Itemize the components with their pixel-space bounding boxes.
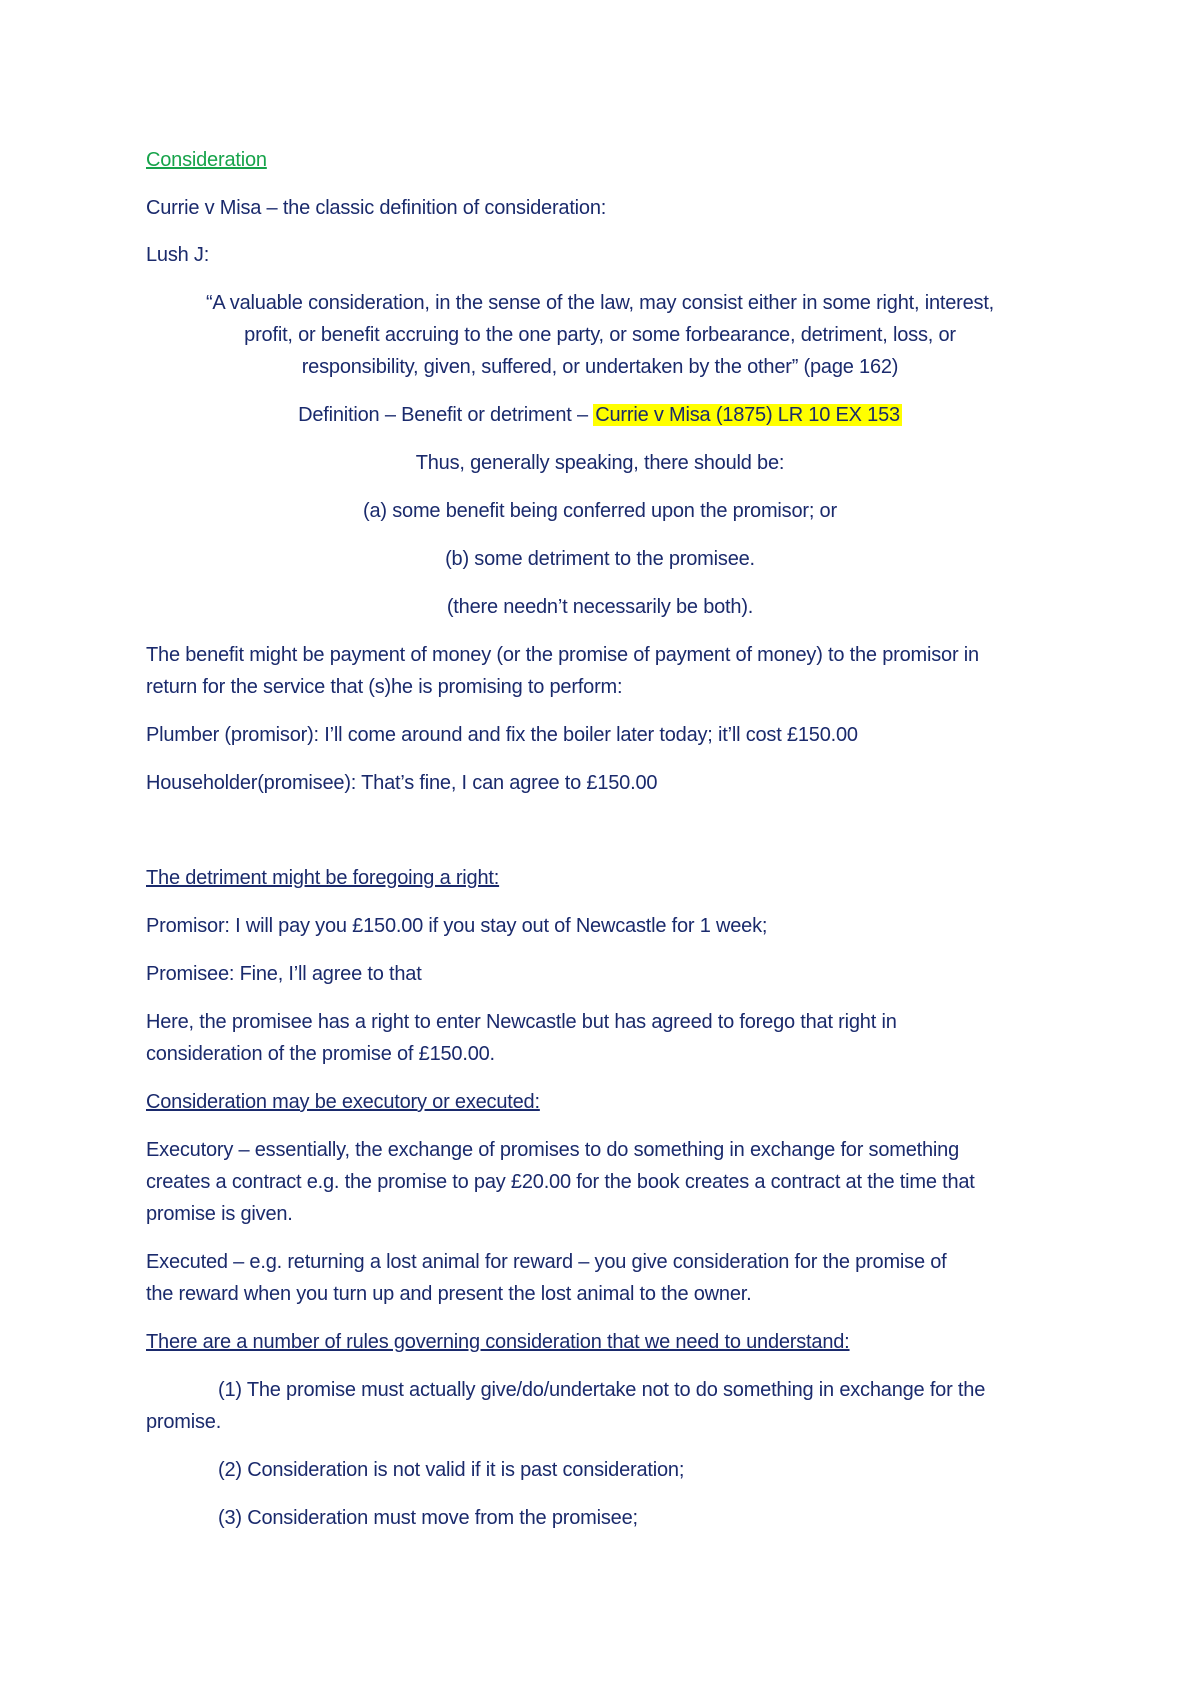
executory-line-2: creates a contract e.g. the promise to pay £20.00 for the book creates a contract at the time that (146, 1171, 975, 1193)
plumber-line: Plumber (promisor): I’ll come around and fix the boiler later today; it’ll cost £150.00 (146, 724, 858, 746)
rule-3: (3) Consideration must move from the promisee; (218, 1507, 638, 1529)
promisor-line: Promisor: I will pay you £150.00 if you stay out of Newcastle for 1 week; (146, 915, 768, 937)
rules-heading: There are a number of rules governing consideration that we need to understand: (146, 1331, 850, 1353)
quote-line-2: profit, or benefit accruing to the one party, or some forbearance, detriment, loss, or (244, 324, 956, 346)
intro-line: Currie v Misa – the classic definition of consideration: (146, 197, 607, 219)
benefit-line-1: The benefit might be payment of money (or the promise of payment of money) to the promisor in (146, 644, 979, 666)
detriment-heading: The detriment might be foregoing a right: (146, 867, 500, 889)
exec-heading: Consideration may be executory or executed: (146, 1091, 540, 1113)
executed-line-1: Executed – e.g. returning a lost animal for reward – you give consideration for the promise of (146, 1251, 947, 1273)
benefit-line-2: return for the service that (s)he is promising to perform: (146, 676, 623, 698)
promisee-line: Promisee: Fine, I’ll agree to that (146, 963, 422, 985)
executory-line-1: Executory – essentially, the exchange of promises to do something in exchange for something (146, 1139, 960, 1161)
quote-line-1: “A valuable consideration, in the sense of the law, may consist either in some right, interest, (205, 292, 995, 314)
here-line-1: Here, the promisee has a right to enter Newcastle but has agreed to forego that right in (146, 1011, 897, 1033)
quote-line-3: responsibility, given, suffered, or undertaken by the other” (page 162) (301, 356, 899, 378)
here-line-2: consideration of the promise of £150.00. (146, 1043, 495, 1065)
case-citation-highlight: Currie v Misa (1875) LR 10 EX 153 (595, 404, 900, 426)
judge-line: Lush J: (146, 244, 210, 266)
option-a: (a) some benefit being conferred upon the promisor; or (363, 500, 837, 522)
rule-2: (2) Consideration is not valid if it is past consideration; (218, 1459, 685, 1481)
generally-line: Thus, generally speaking, there should be: (415, 452, 785, 474)
householder-line: Householder(promisee): That’s fine, I can agree to £150.00 (146, 772, 658, 794)
document-title: Consideration (146, 149, 267, 171)
option-note: (there needn’t necessarily be both). (446, 596, 754, 618)
definition-line (0, 400, 1200, 430)
executed-line-2: the reward when you turn up and present the lost animal to the owner. (146, 1283, 752, 1305)
definition-prefix: Definition – Benefit or detriment – (298, 404, 594, 426)
option-b: (b) some detriment to the promisee. (445, 548, 755, 570)
rule-1-line-2: promise. (146, 1411, 222, 1433)
rule-1-line-1: (1) The promise must actually give/do/undertake not to do something in exchange for the (218, 1379, 986, 1401)
executory-line-3: promise is given. (146, 1203, 293, 1225)
